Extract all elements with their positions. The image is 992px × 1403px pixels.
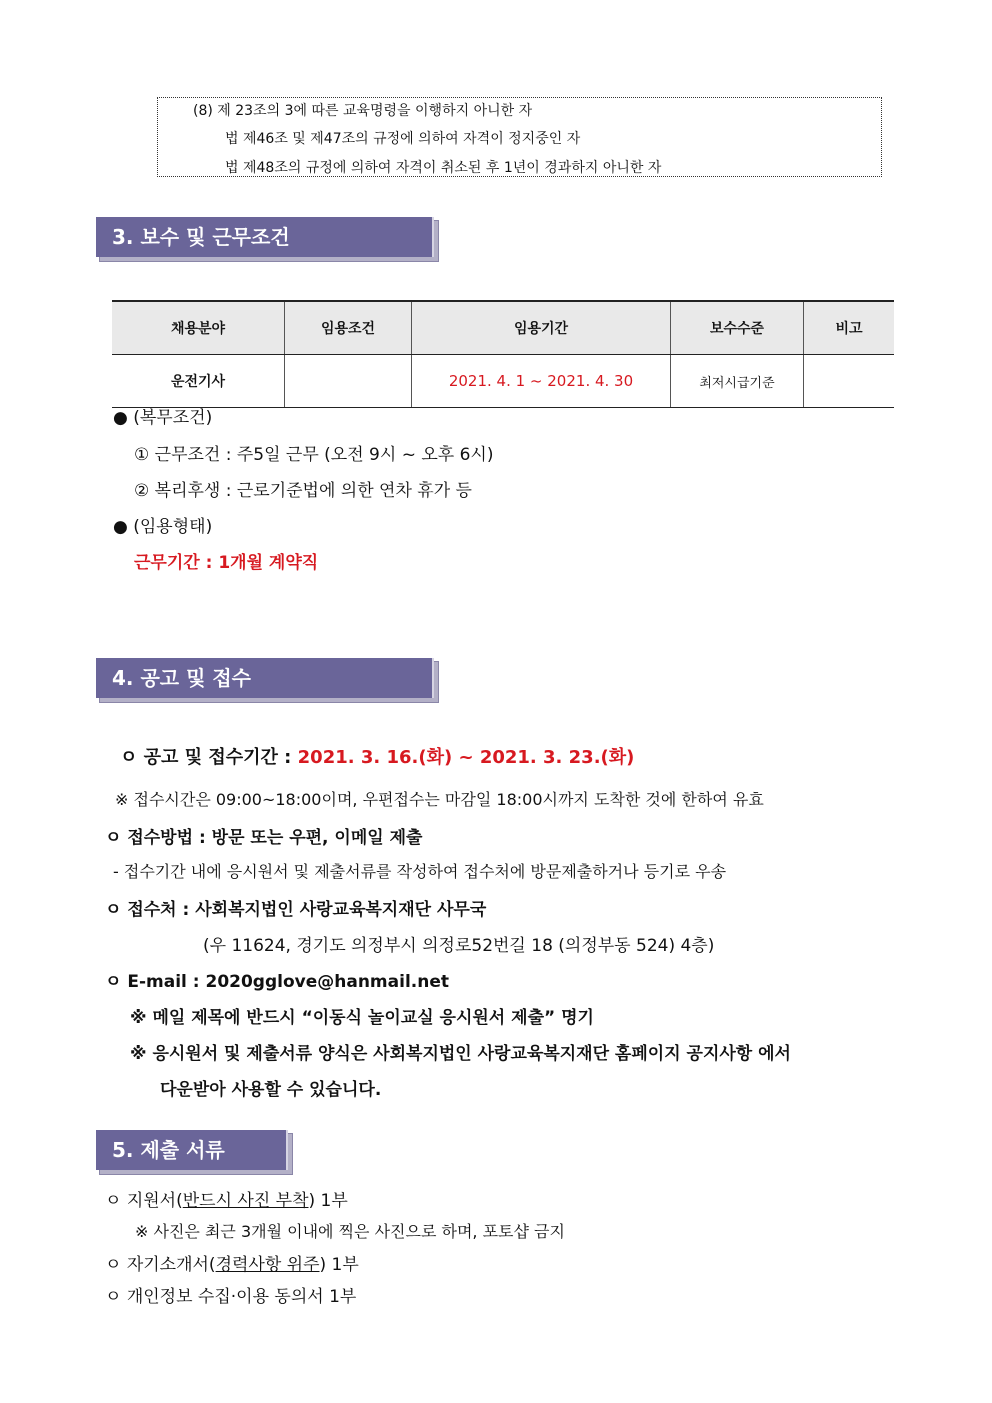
photo-note: ※ 사진은 최근 3개월 이내에 찍은 사진으로 하며, 포토샵 금지 (135, 1222, 565, 1241)
reception-period (120, 743, 634, 769)
employment-heading (113, 512, 212, 537)
reception-time-note: ※ 접수시간은 09:00~18:00이며, 우편접수는 마감일 18:00시까지 도착한 것에 한하여 유효 (115, 790, 764, 809)
service-title: (복무조건) (133, 408, 213, 428)
document-item-text: ) 1부 (319, 1255, 359, 1275)
bullet-icon: ● (113, 408, 128, 428)
cell-field: 운전기사 (112, 355, 285, 408)
reception-method-detail: - 접수기간 내에 응시원서 및 제출서류를 작성하여 접수처에 방문제출하거나 등기로 우송 (113, 862, 727, 881)
header-pay: 보수수준 (671, 301, 804, 355)
reception-place: ㅇ 접수처 : 사회복지법인 사랑교육복지재단 사무국 (105, 900, 487, 920)
table-row (112, 355, 894, 408)
header-note: 비고 (804, 301, 895, 355)
bullet-icon: ● (113, 517, 128, 537)
document-item-text: ) 1부 (308, 1191, 348, 1211)
disqualification-item: 법 제48조의 규정에 의하여 자격이 취소된 후 1년이 경과하지 아니한 자 (225, 160, 662, 176)
header-condition: 임용조건 (285, 301, 412, 355)
reception-period-value: 2021. 3. 16.(화) ~ 2021. 3. 23.(화) (297, 747, 635, 768)
document-item-text: ㅇ 자기소개서( (105, 1255, 216, 1275)
cell-note (804, 355, 895, 408)
document-item-text: ㅇ 지원서( (105, 1191, 183, 1211)
service-item: ② 복리후생 : 근로기준법에 의한 연차 휴가 등 (134, 481, 472, 501)
disqualification-item: (8) 제 23조의 3에 따른 교육명령을 이행하지 아니한 자 (193, 103, 533, 119)
section3-header: 3. 보수 및 근무조건 (96, 217, 434, 257)
section5-header: 5. 제출 서류 (96, 1130, 288, 1170)
reception-period-label: ㅇ 공고 및 접수기간 : (120, 747, 298, 768)
form-note-cont: 다운받아 사용할 수 있습니다. (160, 1080, 382, 1100)
table-header-row (112, 301, 894, 355)
document-item-underlined: 경력사항 위주 (215, 1255, 320, 1275)
cell-pay: 최저시급기준 (671, 355, 804, 408)
form-note: ※ 응시원서 및 제출서류 양식은 사회복지법인 사랑교육복지재단 홈페이지 공지사항 에서 (130, 1044, 791, 1064)
condition-table (112, 300, 894, 408)
document-item: ㅇ 개인정보 수집·이용 동의서 1부 (105, 1287, 357, 1307)
disqualification-item: 법 제46조 및 제47조의 규정에 의하여 자격이 정지중인 자 (225, 131, 581, 147)
email-note: ※ 메일 제목에 반드시 “이동식 놀이교실 응시원서 제출” 명기 (130, 1008, 594, 1028)
cell-period: 2021. 4. 1 ~ 2021. 4. 30 (412, 355, 671, 408)
employment-value: 근무기간 : 1개월 계약직 (134, 553, 319, 573)
header-field: 채용분야 (112, 301, 285, 355)
employment-title: (임용형태) (133, 517, 213, 537)
service-heading (113, 403, 212, 428)
reception-address: (우 11624, 경기도 의정부시 의정로52번길 18 (의정부동 524) 4층) (203, 936, 715, 956)
reception-method: ㅇ 접수방법 : 방문 또는 우편, 이메일 제출 (105, 828, 423, 848)
document-item-underlined: 반드시 사진 부착 (182, 1191, 309, 1211)
reception-email: ㅇ E-mail : 2020gglove@hanmail.net (105, 972, 449, 992)
header-period: 임용기간 (412, 301, 671, 355)
service-item: ① 근무조건 : 주5일 근무 (오전 9시 ~ 오후 6시) (134, 445, 494, 465)
document-item (105, 1186, 348, 1211)
cell-condition (285, 355, 412, 408)
section4-header: 4. 공고 및 접수 (96, 658, 434, 698)
document-item (105, 1250, 359, 1275)
